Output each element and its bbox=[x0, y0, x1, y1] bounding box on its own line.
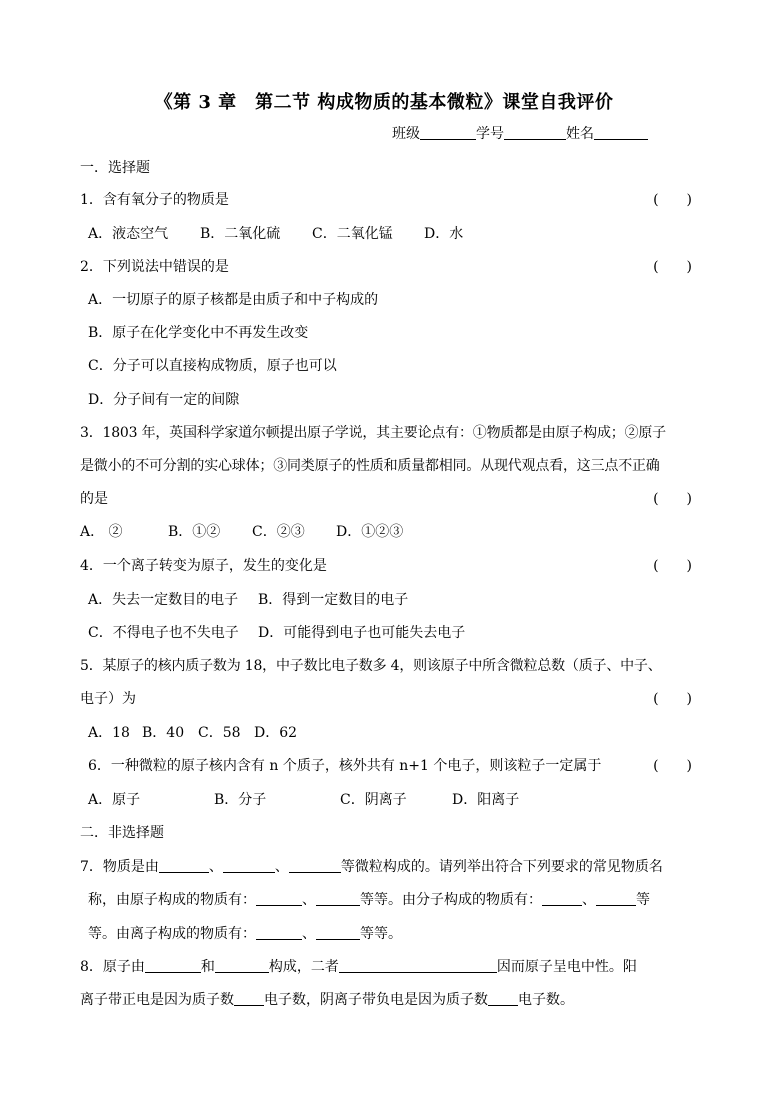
q6-stem: 6．一种微粒的原子核内含有 n 个质子，核外共有 n+1 个电子，则该粒子一定属于 bbox=[88, 758, 602, 774]
q7-text-2a: 称，由原子构成的物质有： bbox=[88, 892, 256, 908]
q8-blank-5[interactable] bbox=[488, 991, 518, 1006]
q8-text-1a: 8．原子由 bbox=[80, 959, 145, 975]
q3-option-b[interactable]: B．①② bbox=[168, 524, 221, 540]
student-id-blank[interactable] bbox=[504, 125, 566, 140]
q7-line-3 bbox=[88, 924, 402, 944]
q1-answer-parens[interactable]: ( ) bbox=[653, 192, 692, 208]
q8-text-2a: 离子带正电是因为质子数 bbox=[80, 992, 234, 1008]
name-label: 姓名 bbox=[566, 126, 594, 142]
q7-blank-1[interactable] bbox=[159, 858, 209, 873]
q5-option-a[interactable]: A．18 bbox=[88, 725, 130, 741]
q1-option-a[interactable]: A．液态空气 bbox=[88, 226, 169, 242]
page-title: 《第 3 章 第二节 构成物质的基本微粒》课堂自我评价 bbox=[154, 92, 614, 113]
q7-line-1 bbox=[80, 857, 663, 877]
q7-separator-5: 、 bbox=[302, 926, 316, 942]
q8-line-2 bbox=[80, 990, 574, 1010]
q8-text-1b: 和 bbox=[200, 959, 215, 975]
q7-text-1b: 等微粒构成的。请列举出符合下列要求的常见物质名 bbox=[340, 859, 663, 875]
q7-separator-4: 、 bbox=[582, 892, 596, 908]
q7-blank-8[interactable] bbox=[256, 925, 302, 940]
q7-text-3b: 等等。 bbox=[360, 926, 402, 942]
q7-blank-6[interactable] bbox=[542, 891, 582, 906]
q3-option-d[interactable]: D．①②③ bbox=[336, 524, 404, 540]
q8-text-2b: 电子数，阴离子带负电是因为质子数 bbox=[264, 992, 488, 1008]
q8-text-2c: 电子数。 bbox=[518, 992, 574, 1008]
q2-option-d[interactable]: D．分子间有一定的间隙 bbox=[88, 392, 240, 408]
student-id-label: 学号 bbox=[476, 126, 504, 142]
header-fields bbox=[392, 124, 648, 144]
q2-option-a[interactable]: A．一切原子的原子核都是由质子和中子构成的 bbox=[88, 292, 379, 308]
q8-blank-1[interactable] bbox=[145, 958, 201, 973]
q8-text-1c: 构成，二者 bbox=[268, 959, 339, 975]
section1-heading: 一．选择题 bbox=[80, 160, 150, 176]
q4-stem: 4．一个离子转变为原子，发生的变化是 bbox=[80, 558, 327, 574]
class-blank[interactable] bbox=[420, 125, 476, 140]
q7-text-2b: 等等。由分子构成的物质有： bbox=[360, 892, 542, 908]
q3-option-a[interactable]: A． ② bbox=[80, 524, 123, 540]
q5-option-c[interactable]: C．58 bbox=[198, 725, 241, 741]
q3-option-c[interactable]: C．②③ bbox=[252, 524, 305, 540]
q3-line-2: 是微小的不可分割的实心球体；③同类原子的性质和质量都相同。从现代观点看，这三点不正确 bbox=[80, 458, 660, 474]
q8-line-1 bbox=[80, 957, 637, 977]
q4-option-d[interactable]: D．可能得到电子也可能失去电子 bbox=[258, 625, 466, 641]
q7-separator-2: 、 bbox=[274, 859, 289, 875]
q1-option-b[interactable]: B．二氧化硫 bbox=[200, 226, 281, 242]
q6-option-c[interactable]: C．阴离子 bbox=[340, 792, 407, 808]
q6-options bbox=[88, 790, 519, 810]
q5-line-1: 5．某原子的核内质子数为 18，中子数比电子数多 4，则该原子中所含微粒总数（质子、中子、 bbox=[80, 658, 662, 674]
q4-options-row-2 bbox=[88, 623, 465, 643]
q3-line-1: 3．1803 年，英国科学家道尔顿提出原子学说，其主要论点有：①物质都是由原子构成；②原子 bbox=[80, 425, 666, 441]
q8-blank-3[interactable] bbox=[339, 958, 497, 973]
q7-blank-2[interactable] bbox=[223, 858, 275, 873]
q8-text-1d: 因而原子呈电中性。阳 bbox=[496, 959, 637, 975]
q5-options bbox=[88, 723, 297, 743]
q6-option-d[interactable]: D．阳离子 bbox=[452, 792, 520, 808]
q7-text-1a: 7．物质是由 bbox=[80, 859, 159, 875]
section2-heading: 二．非选择题 bbox=[80, 825, 164, 841]
q1-option-c[interactable]: C．二氧化锰 bbox=[312, 226, 393, 242]
q2-option-b[interactable]: B．原子在化学变化中不再发生改变 bbox=[88, 325, 309, 341]
q4-options-row-1 bbox=[88, 590, 408, 610]
q5-answer-parens[interactable]: ( ) bbox=[653, 691, 692, 707]
q6-answer-parens[interactable]: ( ) bbox=[653, 758, 692, 774]
q1-option-d[interactable]: D．水 bbox=[424, 226, 464, 242]
q7-separator-3: 、 bbox=[302, 892, 316, 908]
q7-text-2c: 等 bbox=[636, 892, 650, 908]
q4-option-a[interactable]: A．失去一定数目的电子 bbox=[88, 592, 239, 608]
q5-line-2: 电子）为 bbox=[80, 691, 136, 707]
q3-options bbox=[80, 522, 403, 542]
q2-stem: 2．下列说法中错误的是 bbox=[80, 259, 229, 275]
q6-option-a[interactable]: A．原子 bbox=[88, 792, 141, 808]
q2-answer-parens[interactable]: ( ) bbox=[653, 259, 692, 275]
q7-blank-3[interactable] bbox=[289, 858, 341, 873]
q8-blank-2[interactable] bbox=[215, 958, 269, 973]
q4-option-b[interactable]: B．得到一定数目的电子 bbox=[258, 592, 409, 608]
q7-text-3a: 等。由离子构成的物质有： bbox=[88, 926, 256, 942]
q1-stem: 1．含有氧分子的物质是 bbox=[80, 192, 229, 208]
name-blank[interactable] bbox=[594, 125, 648, 140]
q7-line-2 bbox=[88, 890, 650, 910]
q7-blank-5[interactable] bbox=[316, 891, 360, 906]
q3-line-3: 的是 bbox=[80, 491, 108, 507]
q8-blank-4[interactable] bbox=[234, 991, 264, 1006]
q7-blank-9[interactable] bbox=[316, 925, 360, 940]
q4-option-c[interactable]: C．不得电子也不失电子 bbox=[88, 625, 239, 641]
q6-option-b[interactable]: B．分子 bbox=[214, 792, 267, 808]
q7-blank-7[interactable] bbox=[596, 891, 636, 906]
q5-option-d[interactable]: D．62 bbox=[254, 725, 298, 741]
q5-option-b[interactable]: B．40 bbox=[142, 725, 185, 741]
q1-options bbox=[88, 224, 463, 244]
q4-answer-parens[interactable]: ( ) bbox=[653, 558, 692, 574]
q7-separator-1: 、 bbox=[208, 859, 223, 875]
q3-answer-parens[interactable]: ( ) bbox=[653, 491, 692, 507]
q7-blank-4[interactable] bbox=[256, 891, 302, 906]
class-label: 班级 bbox=[392, 126, 420, 142]
q2-option-c[interactable]: C．分子可以直接构成物质，原子也可以 bbox=[88, 358, 337, 374]
